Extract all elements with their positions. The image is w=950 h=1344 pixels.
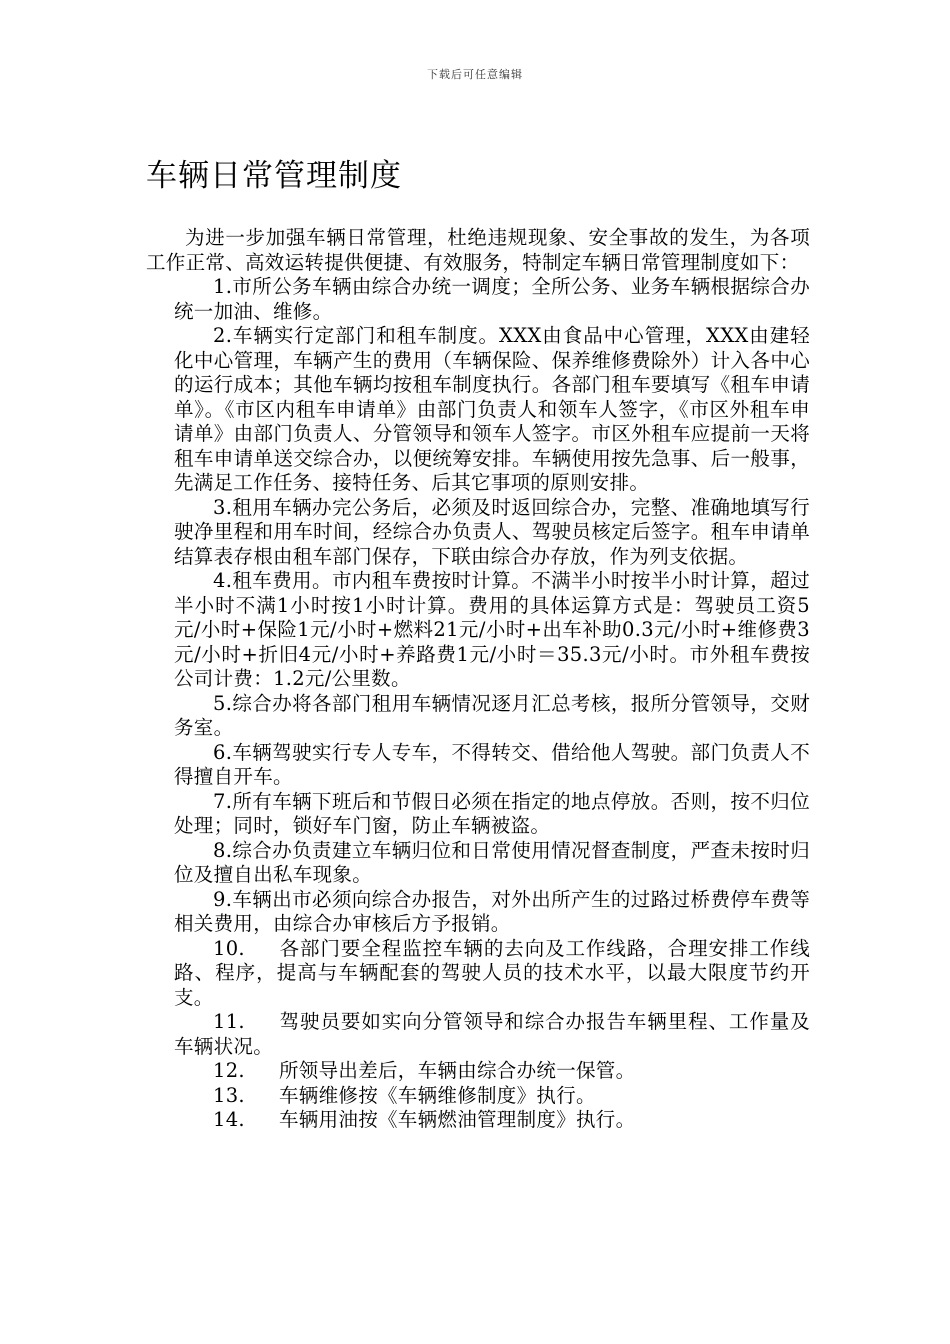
rule-item-10: [174, 937, 810, 1011]
rule-text: 车辆维修按《车辆维修制度》执行。: [279, 1083, 596, 1107]
rule-item-6: [174, 741, 810, 790]
rule-item-14: [174, 1108, 810, 1133]
rule-item-2: [174, 324, 810, 496]
rule-item-1: [174, 275, 810, 324]
rule-text: 租用车辆办完公务后，必须及时返回综合办，完整、准确地填写行驶净里程和用车时间，经综合办负责人、驾驶员核定后签字。租车申请单结算表存根由租车部门保存，下联由综合办存放，作为列支依据。: [174, 495, 810, 568]
rule-text: 租车费用。市内租车费按时计算。不满半小时按半小时计算，超过半小时不满1小时按1小时计算。费用的具体运算方式是：驾驶员工资5元/小时+保险1元/小时+燃料21元/小时+出车补助0.3元/小时+维修费3元/小时+折旧4元/小时+养路费1元/小时＝35.3元/小时。市外租车费按公司计费：1.2元/公里数。: [174, 569, 810, 690]
rule-number: 1.: [213, 275, 233, 298]
rule-item-5: [174, 692, 810, 741]
rule-number: 11.: [213, 1010, 245, 1033]
rule-text: 市所公务车辆由综合办统一调度；全所公务、业务车辆根据综合办统一加油、维修。: [174, 275, 810, 323]
rule-item-8: [174, 839, 810, 888]
rule-number: 4.: [213, 569, 233, 592]
rule-text: 驾驶员要如实向分管领导和综合办报告车辆里程、工作量及车辆状况。: [174, 1010, 810, 1058]
rule-text: 车辆用油按《车辆燃油管理制度》执行。: [279, 1108, 636, 1131]
rule-text: 车辆驾驶实行专人专车，不得转交、借给他人驾驶。部门负责人不得擅自开车。: [174, 740, 810, 788]
rule-number: 6.: [213, 740, 233, 764]
rule-text: 综合办将各部门租用车辆情况逐月汇总考核，报所分管领导，交财务室。: [174, 691, 810, 739]
rule-number: 13.: [213, 1083, 245, 1107]
rule-item-12: [174, 1059, 810, 1084]
rule-number: 8.: [213, 838, 233, 862]
rule-text: 所领导出差后，车辆由综合办统一保管。: [279, 1059, 636, 1082]
rule-text: 所有车辆下班后和节假日必须在指定的地点停放。否则，按不归位处理；同时，锁好车门窗，防止车辆被盗。: [174, 789, 810, 837]
rule-text: 车辆实行定部门和租车制度。XXX由食品中心管理，XXX由建轻化中心管理，车辆产生的费用（车辆保险、保养维修费除外）计入各中心的运行成本；其他车辆均按租车制度执行。各部门租车要填写《租车申请单》。《市区内租车申请单》由部门负责人和领车人签字，《市区外租车申请单》由部门负责人、分管领导和领车人签字。市区外租车应提前一天将租车申请单送交综合办，以便统筹安排。车辆使用按先急事、后一般事，先满足工作任务、接特任务、后其它事项的原则安排。: [174, 324, 810, 494]
rule-number: 2.: [213, 324, 233, 347]
rule-item-3: [174, 496, 810, 570]
rule-text: 综合办负责建立车辆归位和日常使用情况督查制度，严查未按时归位及擅自出私车现象。: [174, 838, 810, 886]
rule-number: 10.: [213, 936, 245, 960]
page-header-note: 下载后可任意编辑: [427, 68, 523, 81]
rule-text: 各部门要全程监控车辆的去向及工作线路，合理安排工作线路、程序，提高与车辆配套的驾驶人员的技术水平，以最大限度节约开支。: [174, 936, 810, 1009]
rule-number: 14.: [213, 1108, 245, 1131]
rule-number: 12.: [213, 1059, 245, 1082]
rule-item-4: [174, 569, 810, 692]
rule-number: 9.: [213, 887, 233, 911]
rule-number: 7.: [213, 789, 233, 813]
rule-item-7: [174, 790, 810, 839]
rule-number: 3.: [213, 495, 233, 519]
rule-item-11: [174, 1010, 810, 1059]
rule-item-13: [174, 1084, 810, 1109]
rule-number: 5.: [213, 691, 233, 715]
rule-item-9: [174, 888, 810, 937]
document-body: [146, 226, 810, 1133]
rule-text: 车辆出市必须向综合办报告，对外出所产生的过路过桥费停车费等相关费用，由综合办审核后方予报销。: [174, 887, 810, 935]
intro-paragraph: 为进一步加强车辆日常管理，杜绝违规现象、安全事故的发生，为各项工作正常、高效运转提供便捷、有效服务，特制定车辆日常管理制度如下：: [146, 226, 810, 274]
document-title: 车辆日常管理制度: [146, 158, 402, 194]
